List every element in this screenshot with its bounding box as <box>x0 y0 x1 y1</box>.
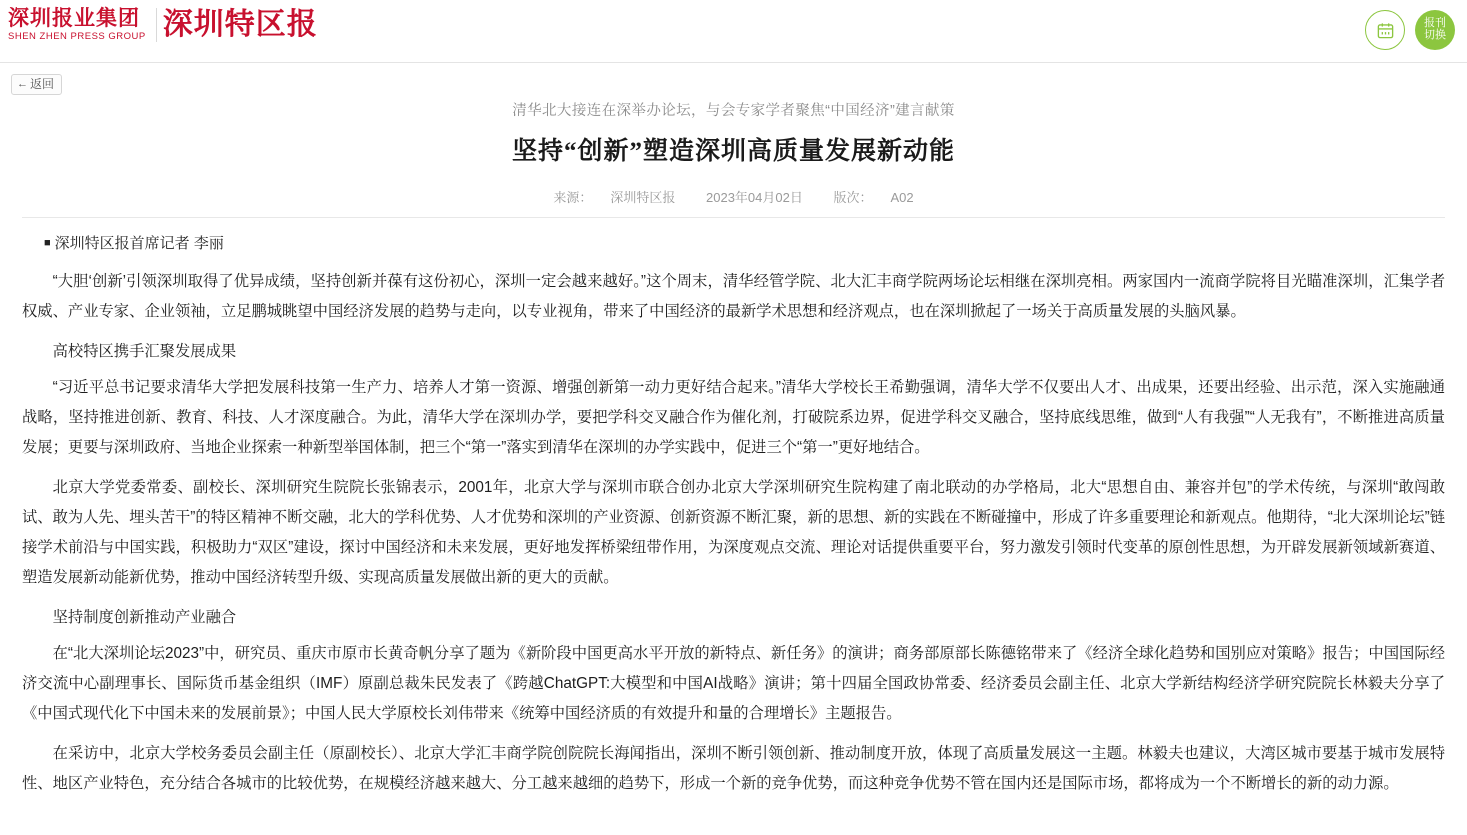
article-paragraph: “大胆‘创新’引领深圳取得了优异成绩，坚持创新并葆有这份初心，深圳一定会越来越好。”这个周末，清华经管学院、北大汇丰商学院两场论坛相继在深圳亮相。两家国内一流商学院将目光瞄准深圳，汇集学者权威、产业专家、企业领袖，立足鹏城眺望中国经济发展的趋势与走向，以专业视角，带来了中国经济的最新学术思想和经济观点，也在深圳掀起了一场关于高质量发展的头脑风暴。 <box>22 273 1445 320</box>
article-subheading: 坚持制度创新推动产业融合 <box>52 609 237 626</box>
meta-source <box>544 190 684 205</box>
newspaper-name: 深圳特区报 <box>162 7 318 41</box>
article-paragraph: 在采访中，北京大学校务委员会副主任（原副校长）、北京大学汇丰商学院创院院长海闻指出，深圳不断引领创新、推动制度开放，体现了高质量发展这一主题。林毅夫也建议，大湾区城市要基于城市发展特性、地区产业特色，充分结合各城市的比较优势，在规模经济越来越大、分工越来越细的趋势下，形成一个新的竞争优势，而这种竞争优势不管在国内还是国际市场，都将成为一个不断增长的新的动力源。 <box>22 745 1445 792</box>
header-divider <box>22 217 1445 218</box>
page-title: 坚持“创新”塑造深圳高质量发展新动能 <box>511 138 955 165</box>
paper-switch-label <box>1424 18 1446 41</box>
meta-date: 2023年04月02日 <box>706 190 803 205</box>
calendar-button[interactable] <box>1365 10 1405 50</box>
article-shoulder-title: 清华北大接连在深举办论坛，与会专家学者聚焦“中国经济”建言献策 <box>512 103 955 119</box>
meta-edition-label: 版次： <box>833 190 873 205</box>
meta-source-label: 来源： <box>553 190 593 205</box>
back-bar <box>0 63 1467 97</box>
back-button[interactable] <box>11 74 62 95</box>
logo-divider <box>156 8 157 42</box>
meta-source-value: 深圳特区报 <box>610 190 676 205</box>
article-paragraph: 在“北大深圳论坛2023”中，研究员、重庆市原市长黄奇帆分享了题为《新阶段中国更高水平开放的新特点、新任务》的演讲；商务部原部长陈德铭带来了《经济全球化趋势和国别应对策略》报告；中国国际经济交流中心副理事长、国际货币基金组织（IMF）原副总裁朱民发表了《跨越ChatGPT:大模型和中国AI战略》演讲；第十四届全国政协常委、经济委员会副主任、北京大学新结构经济学研究院院长林毅夫分享了《中国式现代化下中国未来的发展前景》；中国人民大学原校长刘伟带来《统筹中国经济质的有效提升和量的合理增长》主题报告。 <box>22 645 1445 722</box>
article-meta <box>22 187 1445 206</box>
article <box>0 99 1467 799</box>
meta-edition-value: A02 <box>890 190 914 205</box>
article-byline <box>44 232 1445 253</box>
site-logo[interactable] <box>8 7 318 42</box>
header-actions <box>1365 10 1455 50</box>
back-arrow-icon: ← <box>17 77 28 90</box>
press-group-name-en: SHEN ZHEN PRESS GROUP <box>8 31 146 43</box>
back-button-label: 返回 <box>30 77 55 91</box>
paper-switch-button[interactable] <box>1415 10 1455 50</box>
paper-switch-label-line1: 报刊 <box>1424 17 1446 30</box>
article-paragraph: “习近平总书记要求清华大学把发展科技第一生产力、培养人才第一资源、增强创新第一动力更好结合起来。”清华大学校长王希勤强调，清华大学不仅要出人才、出成果，还要出经验、出示范，深入实施融通战略，坚持推进创新、教育、科技、人才深度融合。为此，清华大学在深圳办学，要把学科交叉融合作为催化剂，打破院系边界，促进学科交叉融合，坚持底线思维，做到“人有我强”“人无我有”，不断推进高质量发展；更要与深圳政府、当地企业探索一种新型举国体制，把三个“第一”落实到清华在深圳的办学实践中，促进三个“第一”更好地结合。 <box>22 379 1445 456</box>
article-paragraph: 北京大学党委常委、副校长、深圳研究生院院长张锦表示，2001年，北京大学与深圳市联合创办北京大学深圳研究生院构建了南北联动的办学格局，北大“思想自由、兼容并包”的学术传统，与深圳“敢闯敢试、敢为人先、埋头苦干”的特区精神不断交融，北大的学科优势、人才优势和深圳的产业资源、创新资源不断汇聚，新的思想、新的实践在不断碰撞中，形成了许多重要理论和新观点。他期待，“北大深圳论坛”链接学术前沿与中国实践，积极助力“双区”建设，探讨中国经济和未来发展，更好地发挥桥梁纽带作用，为深度观点交流、理论对话提供重要平台，努力激发引领时代变革的原创性思想，为开辟发展新领域新赛道、塑造发展新动能新优势，推动中国经济转型升级、实现高质量发展做出新的更大的贡献。 <box>22 479 1445 586</box>
press-group-logo <box>8 7 154 42</box>
calendar-icon <box>1376 21 1395 40</box>
press-group-name-cn: 深圳报业集团 <box>8 6 140 30</box>
paper-switch-label-line2: 切换 <box>1424 29 1446 41</box>
byline-mark-icon: ■ <box>44 237 51 249</box>
article-subheading: 高校特区携手汇聚发展成果 <box>52 343 237 360</box>
article-body <box>22 267 1445 799</box>
site-header <box>0 0 1467 63</box>
meta-edition <box>824 190 922 205</box>
byline-text: 深圳特区报首席记者 李丽 <box>54 235 224 252</box>
